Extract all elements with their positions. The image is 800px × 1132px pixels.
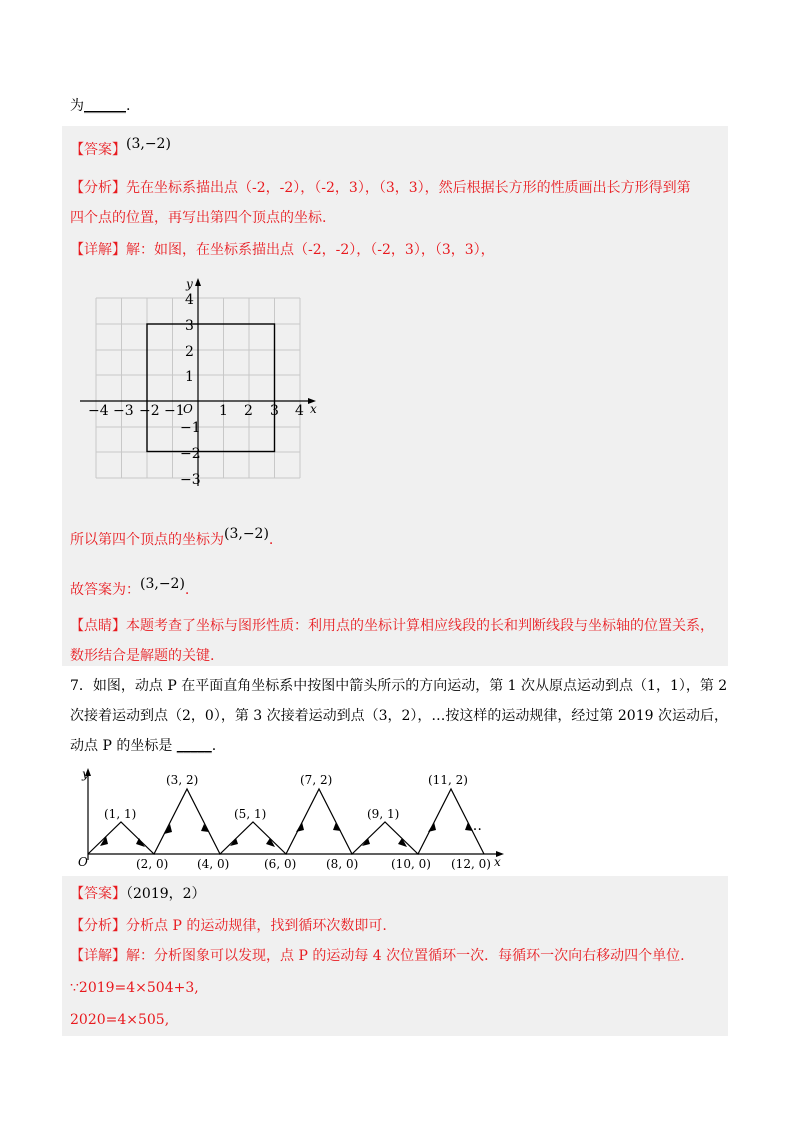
bottom-label: (4, 0) (197, 857, 230, 871)
analysis-line-q7: 【分析】分析点 P 的运动规律，找到循环次数即可. (70, 918, 387, 934)
peak-label: (7, 2) (300, 773, 333, 787)
x-tick: 3 (270, 403, 279, 419)
continuation-ellipsis: … (468, 818, 482, 834)
analysis-line2-q6: 四个点的位置，再写出第四个顶点的坐标. (70, 210, 327, 226)
y-tick: −1 (180, 420, 201, 436)
x-tick: 2 (244, 403, 253, 419)
prev-question-tail: 为______. (70, 98, 131, 114)
detail-line-q7: 【详解】解：分析图象可以发现，点 P 的运动每 4 次位置循环一次．每循环一次向右移动四个单位. (70, 948, 685, 964)
bottom-label: (10, 0) (391, 857, 431, 871)
x-axis-label: x (310, 402, 317, 416)
bottom-label: (8, 0) (326, 857, 359, 871)
peak-label: (3, 2) (166, 773, 199, 787)
question7-line2: 次接着运动到点（2，0），第 3 次接着运动到点（3，2），…按这样的运动规律，经过第 2019 次运动后， (70, 708, 728, 724)
y-tick: 4 (185, 292, 194, 308)
bottom-label: (2, 0) (136, 857, 169, 871)
equation-line2-q7: 2020=4×505, (70, 1012, 170, 1028)
comment-line1-q6: 【点睛】本题考查了坐标与图形性质：利用点的坐标计算相应线段的长和判断线段与坐标轴的位置关系， (70, 618, 714, 634)
coordinate-grid-figure (76, 276, 326, 491)
y-tick: −2 (180, 446, 201, 462)
question7-line1: 7．如图，动点 P 在平面直角坐标系中按图中箭头所示的方向运动，第 1 次从原点运动到点（1，1），第 2 (70, 678, 728, 694)
motion-path (88, 789, 484, 854)
origin-label: O (78, 855, 88, 869)
peak-label: (11, 2) (428, 773, 468, 787)
x-tick: −4 (88, 403, 109, 419)
x-tick: −2 (139, 403, 160, 419)
answer-line-q6: 【答案】(3,−2) (70, 136, 171, 158)
x-tick: 1 (219, 403, 228, 419)
detail-line-q6: 【详解】解：如图，在坐标系描出点（-2，-2），（-2，3），（3，3）， (70, 242, 495, 258)
x-tick: 4 (295, 403, 304, 419)
question7-line3: 动点 P 的坐标是 _____. (70, 738, 217, 754)
origin-label: O (183, 402, 193, 416)
y-axis-label: y (82, 767, 89, 781)
peak-label: (9, 1) (367, 807, 400, 821)
peak-label: (5, 1) (234, 807, 267, 821)
x-tick: −1 (164, 403, 185, 419)
bottom-label: (6, 0) (264, 857, 297, 871)
conclusion-line-q6: 所以第四个顶点的坐标为(3,−2). (70, 526, 274, 548)
y-tick: 1 (185, 369, 194, 385)
y-tick: 2 (185, 344, 194, 360)
bottom-label: (12, 0) (451, 857, 491, 871)
analysis-line1-q6: 【分析】先在坐标系描出点（-2，-2），（-2，3），（3，3），然后根据长方形的性质画出长方形得到第 (70, 180, 691, 196)
comment-line2-q6: 数形结合是解题的关键. (70, 648, 215, 664)
y-tick: 3 (185, 318, 194, 334)
x-axis-label: x (494, 855, 501, 869)
x-tick: −3 (113, 403, 134, 419)
rectangle-shape (147, 324, 275, 452)
equation-line1-q7: ∵2019=4×504+3, (70, 980, 199, 996)
final-answer-line-q6: 故答案为：(3,−2). (70, 576, 190, 598)
y-axis-label: y (186, 277, 193, 291)
peak-label: (1, 1) (104, 807, 137, 821)
y-tick: −3 (180, 472, 201, 488)
zigzag-motion-figure (76, 764, 510, 872)
answer-line-q7: 【答案】（2019，2） (70, 886, 206, 902)
